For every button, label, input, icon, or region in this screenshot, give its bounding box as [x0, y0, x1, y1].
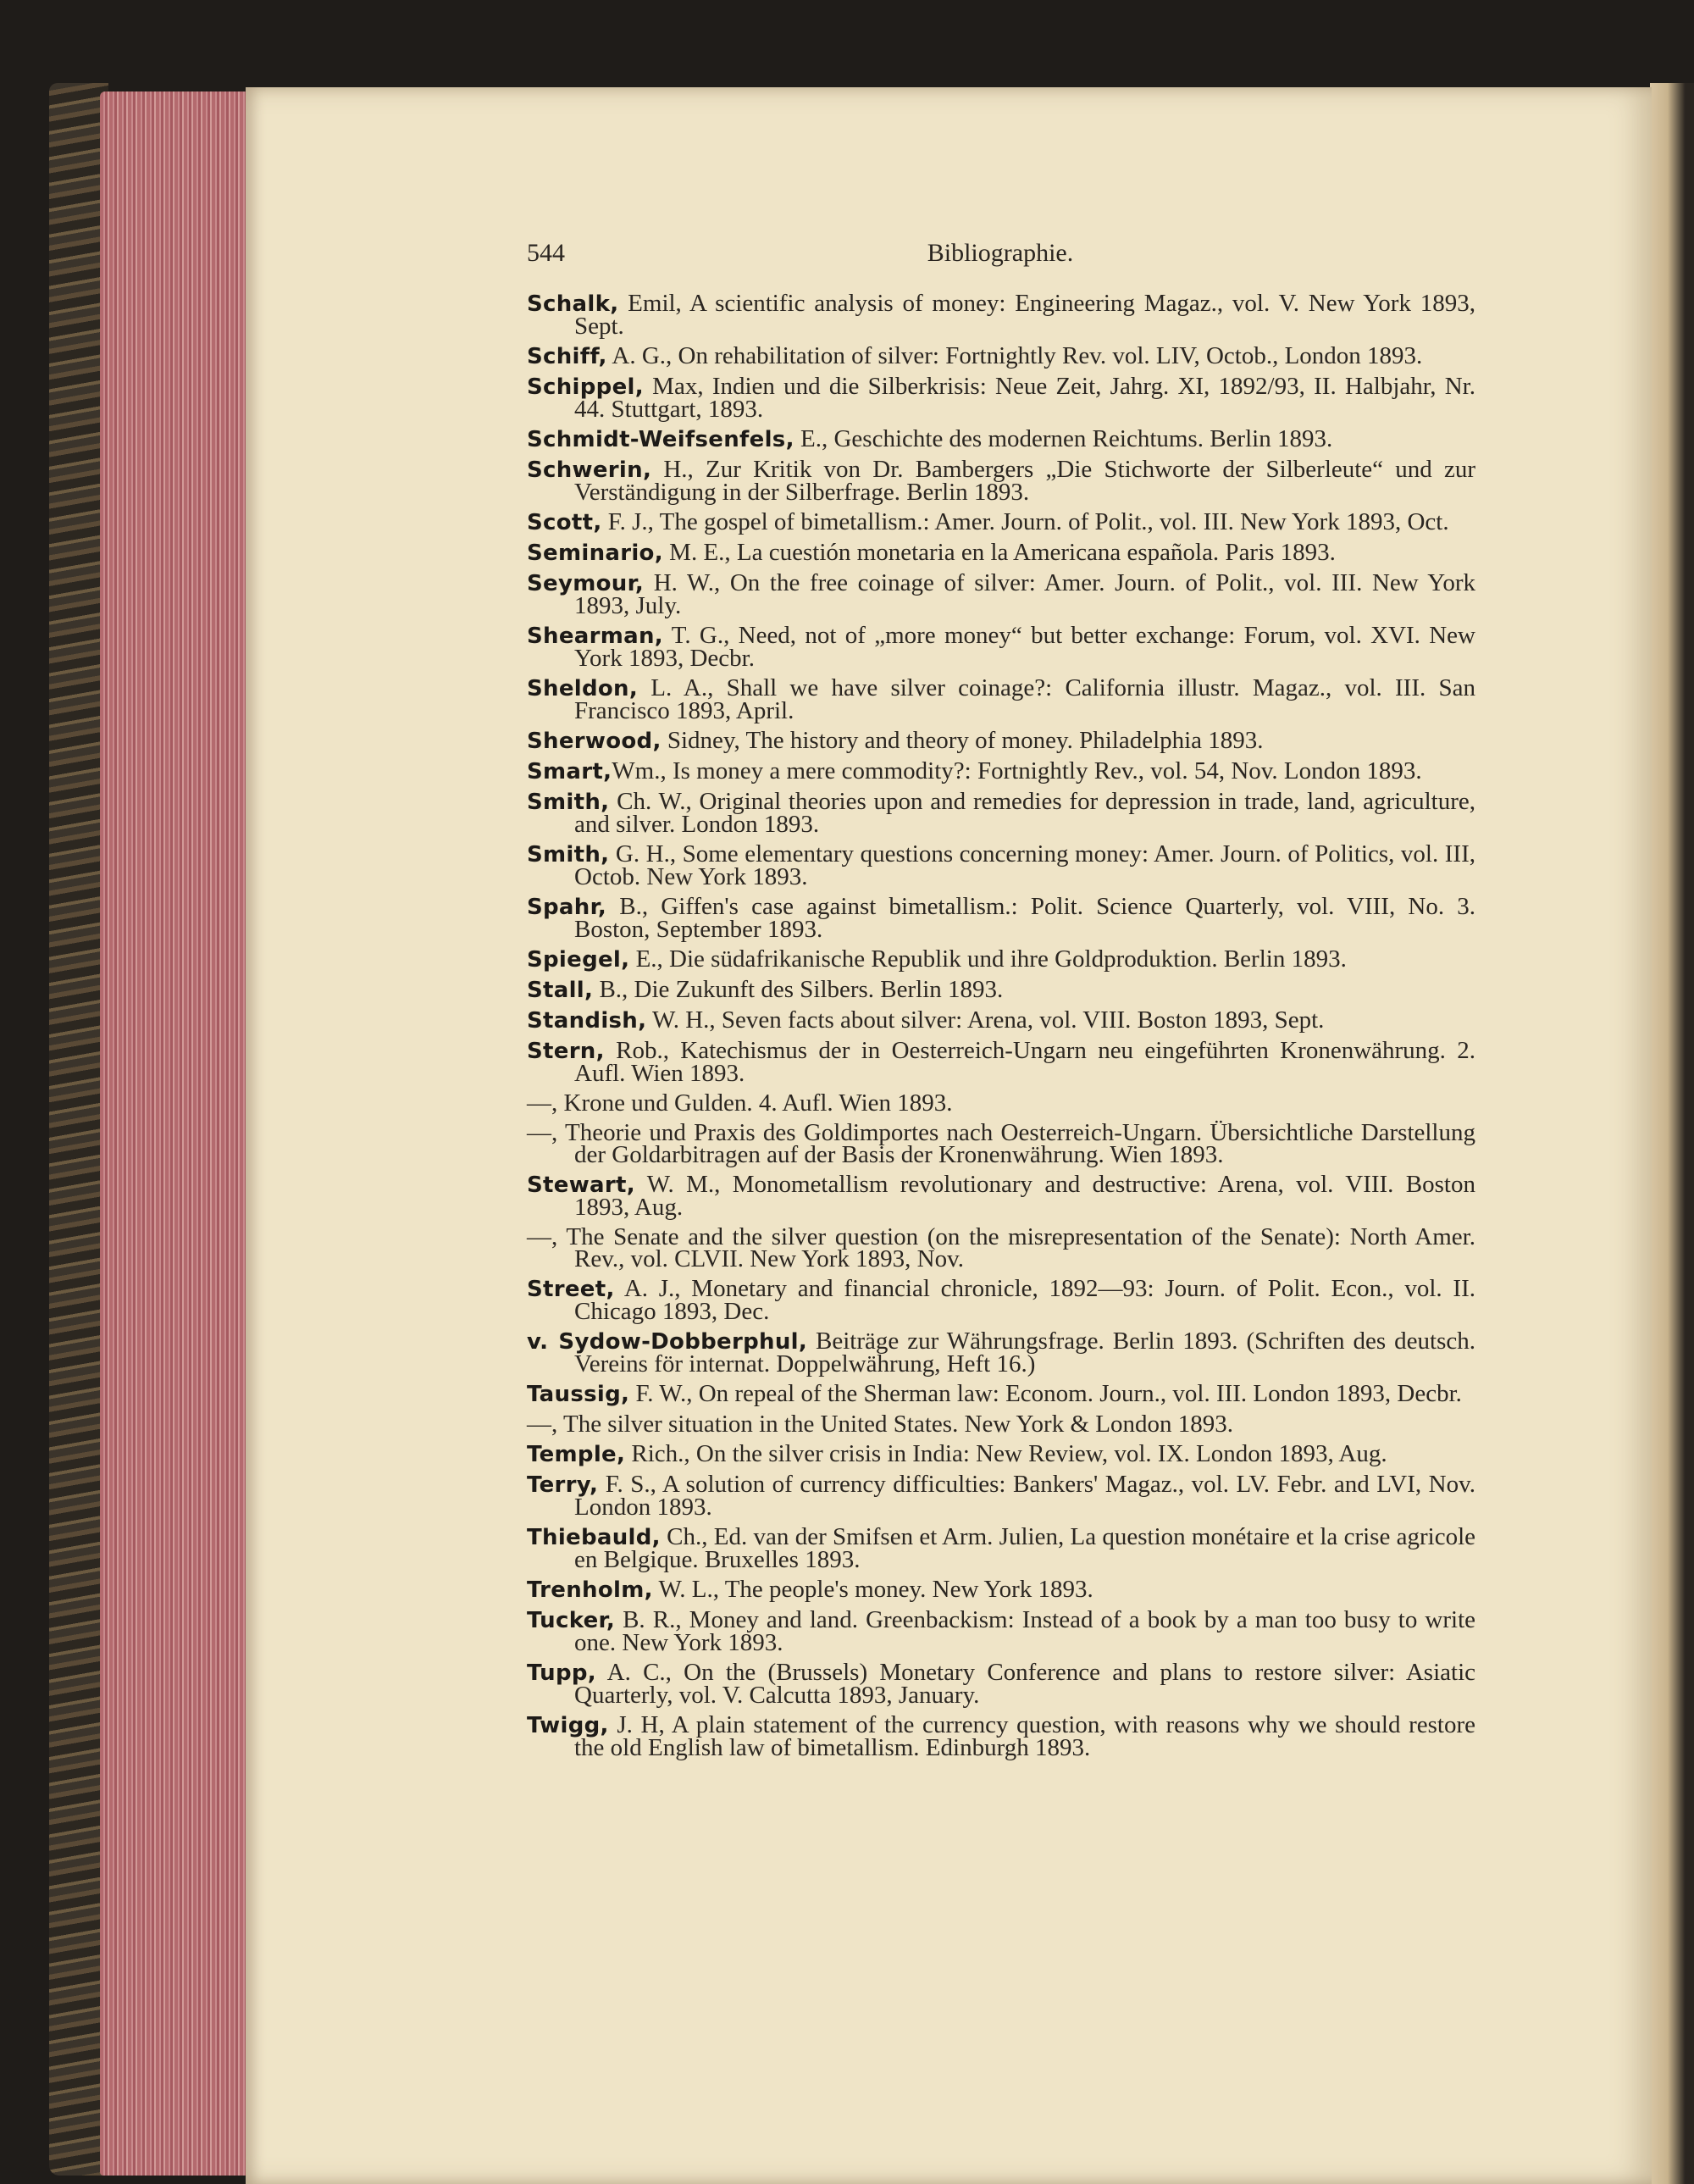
- bibliography-entry: [527, 1330, 1475, 1375]
- bibliography-entry: [527, 425, 1475, 452]
- bibliography-entry: [527, 1523, 1475, 1573]
- entry-text: —, The silver situation in the United States. New York & London 1893.: [527, 1411, 1233, 1438]
- bibliography-entry: [527, 1275, 1475, 1325]
- bibliography-entry: [527, 788, 1475, 838]
- entry-author: Schippel,: [527, 374, 644, 400]
- entry-author: Schwerin,: [527, 457, 652, 483]
- entry-text: A. J., Monetary and financial chronicle, 1892—93: Journ. of Polit. Econ., vol. II. Chicago 1893, Dec.: [574, 1275, 1475, 1325]
- entry-author: Twigg,: [527, 1713, 609, 1738]
- bibliography-entry: [527, 1037, 1475, 1087]
- bibliography-entry: [527, 1171, 1475, 1221]
- entry-author: Schmidt-Weifsenfels,: [527, 427, 794, 452]
- bibliography-entry: [527, 1578, 1475, 1601]
- bibliography-entry: [527, 541, 1475, 564]
- entry-author: Trenholm,: [527, 1577, 653, 1603]
- running-title: Bibliographie.: [927, 239, 1074, 267]
- entry-text: Ch., Ed. van der Smifsen et Arm. Julien, La question monétaire et la crise agricole en Belgique. Bruxelles 1893.: [574, 1523, 1475, 1573]
- entry-text: E., Die südafrikanische Republik und ihre Goldproduktion. Berlin 1893.: [629, 945, 1347, 973]
- entry-author: Shearman,: [527, 624, 663, 649]
- entry-author: Spahr,: [527, 895, 607, 920]
- entry-author: Stewart,: [527, 1172, 635, 1198]
- bibliography-list: [527, 292, 1475, 1766]
- entry-text: W. L., The people's money. New York 1893.: [652, 1576, 1093, 1603]
- entry-author: v. Sydow-Dobberphul,: [527, 1329, 808, 1355]
- bibliography-entry: [527, 1006, 1475, 1034]
- entry-text: Emil, A scientific analysis of money: Engineering Magaz., vol. V. New York 1893, Sept.: [574, 290, 1475, 340]
- entry-author: Terry,: [527, 1472, 599, 1498]
- bibliography-entry: [527, 1411, 1475, 1438]
- bibliography-entry: [527, 508, 1475, 535]
- entry-author: Taussig,: [527, 1382, 630, 1407]
- entry-author: Sherwood,: [527, 729, 662, 754]
- entry-text: A. G., On rehabilitation of silver: Fortnightly Rev. vol. LIV, Octob., London 1893.: [606, 342, 1423, 369]
- entry-text: B., Giffen's case against bimetallism.: Polit. Science Quarterly, vol. VIII, No. 3. Boston, September 1893.: [574, 893, 1475, 943]
- entry-text: F. W., On repeal of the Sherman law: Econom. Journ., vol. III. London 1893, Decbr.: [629, 1380, 1462, 1407]
- bibliography-entry: [527, 622, 1475, 672]
- bibliography-entry: [527, 569, 1475, 619]
- entry-text: H., Zur Kritik von Dr. Bambergers „Die Stichworte der Silberleute“ und zur Verständigung in der Silberfrage. Berlin 1893.: [574, 456, 1475, 506]
- entry-text: B., Die Zukunft des Silbers. Berlin 1893.: [593, 976, 1004, 1003]
- entry-text: T. G., Need, not of „more money“ but better exchange: Forum, vol. XVI. New York 1893, Decbr.: [574, 622, 1475, 672]
- bibliography-entry: [527, 1380, 1475, 1407]
- entry-text: G. H., Some elementary questions concerning money: Amer. Journ. of Politics, vol. III, Octob. New York 1893.: [574, 840, 1475, 890]
- entry-author: Smith,: [527, 842, 610, 868]
- entry-author: Stern,: [527, 1039, 605, 1064]
- bibliography-entry: [527, 1606, 1475, 1656]
- entry-author: Smith,: [527, 790, 610, 815]
- entry-text: Beiträge zur Währungsfrage. Berlin 1893. (Schriften des deutsch. Vereins för internat. Doppelwährung, Heft 16.): [574, 1328, 1475, 1377]
- opposite-page-edge: [1650, 83, 1694, 2184]
- bibliography-entry: [527, 1089, 1475, 1117]
- bibliography-entry: [527, 1119, 1475, 1168]
- entry-author: Thiebauld,: [527, 1525, 661, 1550]
- entry-author: Standish,: [527, 1008, 647, 1034]
- bibliography-entry: [527, 290, 1475, 340]
- entry-author: Schalk,: [527, 291, 619, 317]
- entry-text: F. J., The gospel of bimetallism.: Amer. Journ. of Polit., vol. III. New York 1893, Oct.: [601, 508, 1449, 535]
- entry-text: E., Geschichte des modernen Reichtums. Berlin 1893.: [794, 425, 1333, 452]
- entry-author: Stall,: [527, 978, 594, 1003]
- entry-text: H. W., On the free coinage of silver: Amer. Journ. of Polit., vol. III. New York 1893, July.: [574, 569, 1475, 619]
- bibliography-entry: [527, 978, 1475, 1001]
- entry-text: Rich., On the silver crisis in India: New Review, vol. IX. London 1893, Aug.: [625, 1440, 1387, 1467]
- entry-author: Street,: [527, 1277, 615, 1302]
- entry-text: Wm., Is money a mere commodity?: Fortnightly Rev., vol. 54, Nov. London 1893.: [612, 757, 1422, 784]
- entry-author: Tupp,: [527, 1660, 596, 1686]
- page-header: [527, 229, 1474, 280]
- page-number: 544: [527, 239, 565, 267]
- bibliography-entry: [527, 373, 1475, 423]
- entry-author: Smart,: [527, 759, 612, 784]
- bibliography-entry: [527, 945, 1475, 973]
- bibliography-entry: [527, 1711, 1475, 1761]
- entry-text: —, Theorie und Praxis des Goldimportes nach Oesterreich-Ungarn. Übersichtliche Darstellung der Goldarbitragen auf der Basis der Kronenwährung. Wien 1893.: [527, 1119, 1475, 1168]
- bibliography-entry: [527, 1440, 1475, 1467]
- entry-text: F. S., A solution of currency difficulties: Bankers' Magaz., vol. LV. Febr. and LVI, Nov. London 1893.: [574, 1471, 1475, 1521]
- bibliography-entry: [527, 342, 1475, 369]
- entry-text: M. E., La cuestión monetaria en la Americana española. Paris 1893.: [662, 539, 1336, 566]
- entry-text: Max, Indien und die Silberkrisis: Neue Zeit, Jahrg. XI, 1892/93, II. Halbjahr, Nr. 44. Stuttgart, 1893.: [574, 373, 1475, 423]
- entry-text: A. C., On the (Brussels) Monetary Conference and plans to restore silver: Asiatic Quarterly, vol. V. Calcutta 1893, January.: [574, 1659, 1475, 1709]
- entry-author: Seminario,: [527, 540, 663, 566]
- entry-author: Seymour,: [527, 571, 645, 596]
- bibliography-entry: [527, 1659, 1475, 1709]
- bibliography-entry: [527, 840, 1475, 890]
- entry-author: Sheldon,: [527, 676, 639, 701]
- entry-author: Temple,: [527, 1442, 626, 1467]
- entry-author: Scott,: [527, 510, 602, 535]
- entry-author: Schiff,: [527, 344, 607, 369]
- bibliography-entry: [527, 1223, 1475, 1272]
- entry-text: W. H., Seven facts about silver: Arena, vol. VIII. Boston 1893, Sept.: [646, 1006, 1325, 1034]
- entry-text: —, Krone und Gulden. 4. Aufl. Wien 1893.: [527, 1089, 953, 1117]
- bibliography-entry: [527, 729, 1475, 752]
- entry-text: J. H, A plain statement of the currency question, with reasons why we should restore the old English law of bimetallism. Edinburgh 1893.: [574, 1711, 1475, 1761]
- entry-text: Ch. W., Original theories upon and remedies for depression in trade, land, agriculture, and silver. London 1893.: [574, 788, 1475, 838]
- entry-text: W. M., Monometallism revolutionary and destructive: Arena, vol. VIII. Boston 1893, Aug.: [574, 1171, 1475, 1221]
- entry-text: Sidney, The history and theory of money. Philadelphia 1893.: [661, 727, 1264, 754]
- entry-author: Tucker,: [527, 1608, 616, 1633]
- entry-author: Spiegel,: [527, 947, 630, 973]
- bibliography-entry: [527, 757, 1475, 784]
- entry-text: L. A., Shall we have silver coinage?: California illustr. Magaz., vol. III. San Francisco 1893, April.: [574, 674, 1475, 724]
- entry-text: —, The Senate and the silver question (on the misrepresentation of the Senate): North Amer. Rev., vol. CLVII. New York 1893, Nov.: [527, 1223, 1475, 1272]
- bibliography-entry: [527, 674, 1475, 724]
- entry-text: B. R., Money and land. Greenbackism: Instead of a book by a man too busy to write one. New York 1893.: [574, 1606, 1475, 1656]
- entry-text: Rob., Katechismus der in Oesterreich-Ungarn neu eingeführten Kronenwährung. 2. Aufl. Wien 1893.: [574, 1037, 1475, 1087]
- bibliography-entry: [527, 893, 1475, 943]
- bibliography-entry: [527, 456, 1475, 506]
- page-edges: [100, 91, 248, 2176]
- bibliography-entry: [527, 1471, 1475, 1521]
